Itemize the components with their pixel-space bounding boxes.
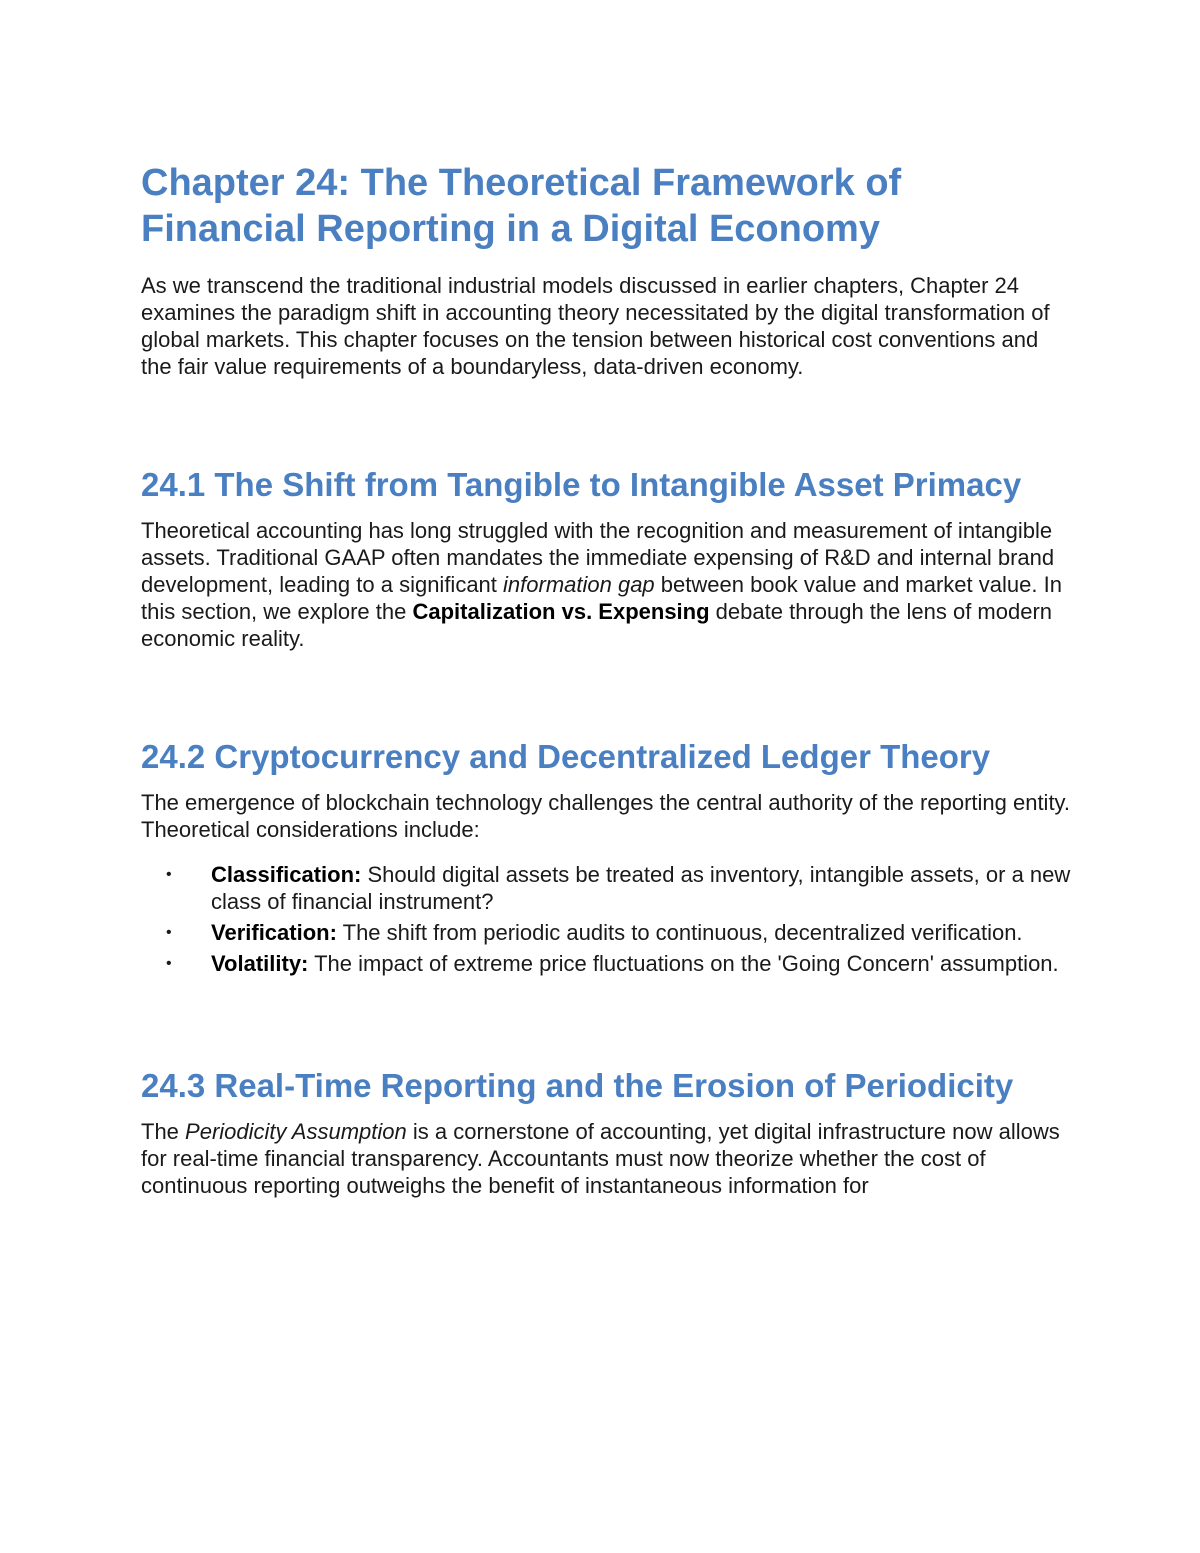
italic-term: Periodicity Assumption: [185, 1119, 407, 1144]
list-item-text: The impact of extreme price fluctuations on the 'Going Concern' assumption.: [308, 951, 1059, 976]
section-24-3: [141, 1066, 1071, 1199]
bullet-icon: •: [166, 866, 172, 883]
chapter-intro: As we transcend the traditional industrial models discussed in earlier chapters, Chapter 24 examines the paradigm shift in accounting theory necessitated by the digital transformation of global markets. This chapter focuses on the tension between historical cost conventions and the fair value requirements of a boundaryless, data-driven economy.: [141, 273, 1050, 379]
paragraph-text: Theoretical accounting has long struggled with the recognition and measurement of intangible assets. Traditional GAAP often mandates the immediate expensing of R&D and internal brand development, leading to a significant: [141, 518, 1055, 597]
paragraph-text: The: [141, 1119, 186, 1144]
bullet-icon: •: [166, 924, 172, 941]
bullet-icon: •: [166, 955, 172, 972]
paragraph-text: between book value and market value. In this section, we explore the: [141, 572, 1062, 624]
section-paragraph: The emergence of blockchain technology challenges the central authority of the reporting entity. Theoretical considerations include:: [141, 790, 1071, 842]
considerations-list: [141, 861, 1071, 977]
list-item: [141, 861, 1071, 915]
section-paragraph: [141, 517, 1071, 652]
list-item-text: The shift from periodic audits to continuous, decentralized verification.: [336, 920, 1023, 945]
paragraph-text: debate through the lens of modern economic reality.: [141, 599, 1053, 651]
list-item-label: Classification:: [211, 862, 362, 887]
section-24-1: [141, 465, 1071, 652]
chapter-title: Chapter 24: The Theoretical Framework of Financial Reporting in a Digital Economy: [141, 162, 902, 250]
section-heading: 24.2 Cryptocurrency and Decentralized Ledger Theory: [141, 738, 991, 775]
italic-term: information gap: [503, 572, 655, 597]
bold-term: Capitalization vs. Expensing: [412, 599, 710, 624]
document-page: [141, 160, 1071, 1199]
list-item-label: Volatility:: [211, 951, 309, 976]
section-heading: 24.3 Real-Time Reporting and the Erosion of Periodicity: [141, 1067, 1014, 1104]
list-item-label: Verification:: [211, 920, 337, 945]
paragraph-text: is a cornerstone of accounting, yet digital infrastructure now allows for real-time financial transparency. Accountants must now theorize whether the cost of continuous reporting outweighs the benefit of instantaneous information for: [141, 1119, 1060, 1198]
list-item-text: Should digital assets be treated as inventory, intangible assets, or a new class of financial instrument?: [211, 862, 1071, 914]
section-paragraph: [141, 1118, 1071, 1199]
list-item: [141, 950, 1071, 977]
list-item: [141, 919, 1071, 946]
section-24-2: [141, 737, 1071, 977]
section-heading: 24.1 The Shift from Tangible to Intangible Asset Primacy: [141, 466, 1022, 503]
